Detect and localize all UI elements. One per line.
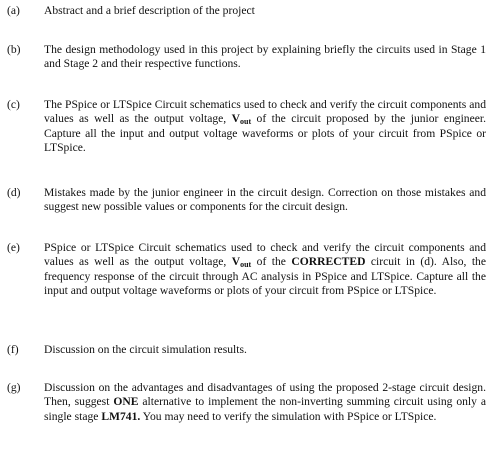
text-run: of the circuit proposed by the junior engineer. Capture all the input and output voltage waveforms or plots of your circuit from PSpice or LTSpice.	[44, 112, 486, 155]
text-run: alternative to implement the non-inverting summing circuit using only a single stage	[44, 395, 486, 423]
item-text	[44, 186, 486, 215]
text-run: PSpice or LTSpice Circuit schematics used to check and verify the circuit components and values as well as the output voltage,	[44, 241, 486, 269]
item-label: (e)	[7, 241, 20, 254]
text-run: Mistakes made by the junior engineer in the circuit design. Correction on those mistakes and suggest new possible values or components for the circuit design.	[44, 186, 486, 214]
item-text	[44, 98, 486, 156]
text-run: of the	[251, 255, 292, 269]
item-label: (g)	[7, 381, 21, 394]
text-run: The PSpice or LTSpice Circuit schematics used to check and verify the circuit components and values as well as the output voltage,	[44, 98, 486, 126]
text-run: V	[231, 255, 241, 269]
text-run: ONE	[113, 395, 139, 409]
text-run: The design methodology used in this project by explaining briefly the circuits used in Stage 1 and Stage 2 and their respective functions.	[44, 43, 486, 71]
text-run: LM741.	[101, 409, 141, 423]
text-run: You may need to verify the simulation with PSpice or LTSpice.	[140, 409, 437, 423]
item-text	[44, 43, 486, 72]
text-run: Abstract and a brief description of the project	[44, 4, 255, 17]
item-text	[44, 343, 486, 357]
text-run: Discussion on the circuit simulation results.	[44, 343, 247, 356]
item-label: (b)	[7, 43, 21, 56]
item-label: (f)	[7, 343, 19, 356]
item-text	[44, 4, 486, 18]
text-run: circuit in (d). Also, the frequency response of the circuit through AC analysis in PSpice and LTSpice. Capture all the input and output voltage waveforms or plots of your circuit from PSpice or LTSpice.	[44, 255, 486, 298]
item-text	[44, 381, 486, 424]
text-run: out	[240, 117, 252, 127]
text-run: CORRECTED	[291, 255, 366, 269]
item-text	[44, 241, 486, 299]
item-label: (a)	[7, 4, 20, 17]
item-label: (d)	[7, 186, 21, 199]
text-run: Discussion on the advantages and disadvantages of using the proposed 2-stage circuit design. Then, suggest	[44, 381, 486, 409]
text-run: V	[231, 112, 240, 126]
text-run: out	[240, 260, 252, 270]
item-label: (c)	[7, 98, 20, 111]
